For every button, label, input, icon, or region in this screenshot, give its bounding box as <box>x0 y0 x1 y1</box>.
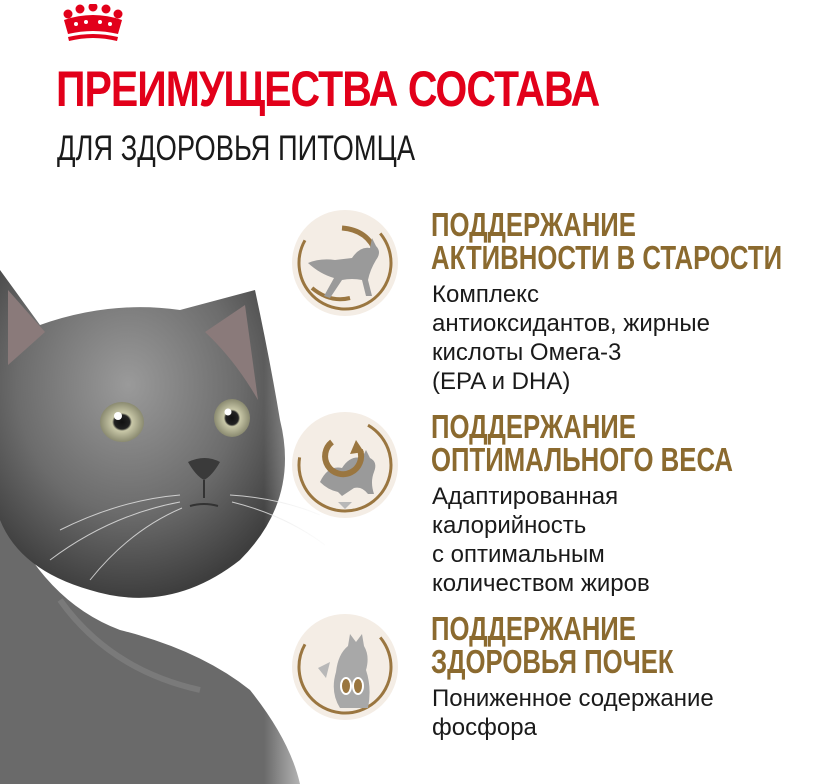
page-title: ПРЕИМУЩЕСТВА СОСТАВА <box>56 61 600 117</box>
benefit-heading: ПОДДЕРЖАНИЕ ЗДОРОВЬЯ ПОЧЕК <box>431 610 674 680</box>
royal-crown-icon <box>58 4 128 42</box>
kidney-health-cat-icon <box>290 612 400 722</box>
benefit-heading: ПОДДЕРЖАНИЕ ОПТИМАЛЬНОГО ВЕСА <box>431 408 733 478</box>
benefit-description: Пониженное содержание фосфора <box>432 685 714 741</box>
weight-control-cat-icon <box>290 410 400 520</box>
benefit-heading: ПОДДЕРЖАНИЕ АКТИВНОСТИ В СТАРОСТИ <box>431 206 783 276</box>
benefit-description: Комплекс антиоксидантов, жирные кислоты Омега-3 (EPA и DHA) <box>432 281 710 395</box>
grey-cat-photo <box>0 270 330 784</box>
page-subtitle: ДЛЯ ЗДОРОВЬЯ ПИТОМЦА <box>57 129 416 168</box>
active-senior-cat-icon <box>290 208 400 318</box>
benefit-description: Адаптированная калорийность с оптимальным количеством жиров <box>432 483 650 597</box>
